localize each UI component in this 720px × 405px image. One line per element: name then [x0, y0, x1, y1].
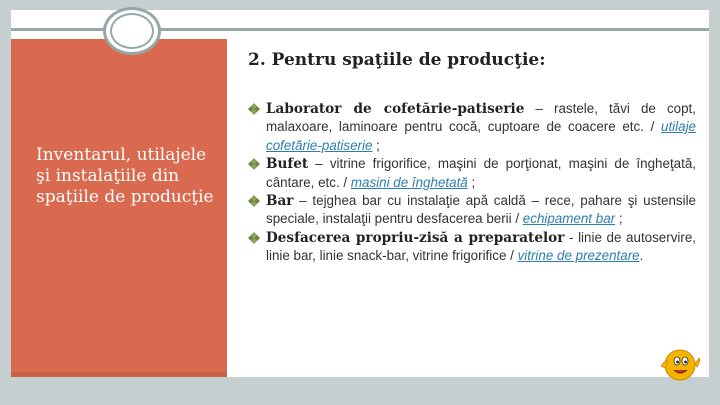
- slide-title: 2. Pentru spaţiile de producţie:: [248, 50, 546, 70]
- diamond-bullet-icon: [248, 232, 260, 244]
- item-link[interactable]: masini de înghetată: [350, 174, 468, 190]
- content-list: [248, 100, 696, 266]
- item-text: – vitrine frigorifice, maşini de porţionat, maşini de îngheţată, cântare, etc. /: [266, 156, 696, 190]
- diamond-bullet-icon: [248, 103, 260, 115]
- item-term: Laborator de cofetărie-patiserie: [266, 101, 525, 117]
- frame-bottom: [0, 377, 720, 405]
- item-tail: ;: [372, 137, 380, 153]
- diamond-bullet-icon: [248, 195, 260, 207]
- item-term: Bufet: [266, 156, 309, 173]
- item-text: - linie de autoservire, linie bar, linie snack-bar, vitrine frigorifice /: [266, 229, 697, 264]
- item-text: – rastele, tăvi de copt, malaxoare, laminoare pentru cocă, cuptoare de coacere etc. /: [266, 101, 696, 135]
- left-panel-text: Inventarul, utilajele şi instalaţiile din spaţiile de producţie: [36, 145, 214, 207]
- list-item: [248, 155, 696, 192]
- left-panel-shadow: [11, 372, 227, 377]
- item-tail: .: [639, 248, 644, 264]
- item-term: Bar: [266, 193, 294, 210]
- frame-left: [0, 0, 11, 405]
- item-term: Desfacerea propriu-zisă a preparatelor: [266, 229, 565, 246]
- list-item: [248, 100, 696, 155]
- decorative-circle-inner: [110, 13, 154, 49]
- list-item: [248, 192, 696, 229]
- frame-top: [0, 0, 720, 10]
- left-panel: [11, 39, 227, 377]
- smiley-emoji-icon: [657, 344, 701, 384]
- item-link[interactable]: utilaje cofetărie-patiserie: [266, 119, 696, 153]
- diamond-bullet-icon: [248, 158, 260, 170]
- item-link[interactable]: echipament bar: [522, 211, 616, 227]
- item-link[interactable]: vitrine de prezentare: [517, 248, 640, 264]
- frame-right: [709, 0, 720, 405]
- item-tail: ;: [467, 174, 476, 190]
- item-text: – tejghea bar cu instalaţie apă caldă – rece, pahare şi ustensile speciale, instalaţii pentru desfacerea berii /: [266, 193, 696, 227]
- list-item: [248, 229, 696, 266]
- item-tail: ;: [615, 211, 623, 227]
